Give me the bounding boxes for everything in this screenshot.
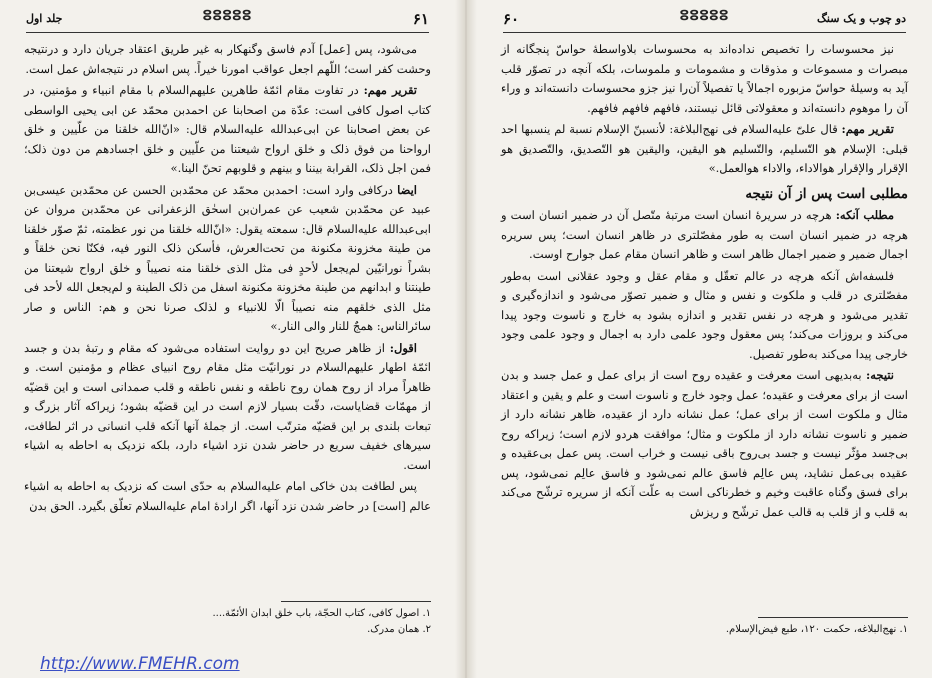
body-paragraph (24, 40, 431, 79)
right-page (477, 0, 932, 678)
body-paragraph (501, 267, 908, 365)
footnote-rule (758, 617, 908, 618)
header-ornament: ⵓⵓⵓⵓⵓ (679, 8, 730, 24)
footnote: ۱. نهج‌البلاغه، حکمت ۱۲۰، طبع فیض‌الإسلام. (725, 624, 908, 635)
paragraph-text: هرچه در سریرهٔ انسان است مرتبهٔ متّصل آن در ضمیر انسان است و هرچه در ضمیر انسان است به طور مفصّلتری در ظاهر انسان است؛ پس سریره اجمال ضمیر و ضمیر اجمال ظاهر است و ظاهر انسان مقام عمل جوارح اوست. (501, 208, 908, 261)
paragraph-text: به‌بدیهی است معرفت و عقیده روح است از برای عمل و عمل جسد و بدن است از برای معرفت و عقیده؛ عمل وجود خارج و ناسوت است و علم و یقین و اعتقاد مثال و ملکوت است از برای عمل؛ عمل نشانه دارد از عقیده، ظاهر نشانه دارد از ضمیر و ناسوت نشانه دارد از ملکوت و مثال؛ موافقت هردو لازم است؛ زیراکه روح بی‌جسد مؤثّر نیست و جسد بی‌روح باقی نیست و خراب است. پس عمل بی‌عقیده و عقیده بی‌عمل نشاید، پس عالِم فاسق عالم نمی‌شود و فاسق عالِم نمی‌شود، پس برای فسق وگناه عاقبت وخیم و خطرناکی است به علّت آنکه از سریره ترشّح می‌کند به قلب و از قلب به قالب عمل ترشّح و ریزش (501, 368, 908, 519)
left-footnotes (24, 601, 431, 638)
section-heading: مطلبی است پس از آن نتیجه (745, 185, 908, 202)
body-paragraph (501, 206, 908, 265)
body-paragraph (501, 40, 908, 118)
paragraph-text: از ظاهر صریح این دو روایت استفاده می‌شود که مقام و رتبهٔ بدن و جسد ائمّهٔ اطهار علیهم‌السلام در نورانیّت مثل مقام روح انبیای عظام و مؤمنین است. و ظاهراً مراد از روح همان روح ناطقه و نفس ناطقه و قلب صمدانی است و این قضیّه از مهمّات قضایاست، دقّت بسیار لازم است در این قضیّه بشود؛ زیراکه آثار بزرگ و تبعات بلندی بر این قضیّه مترتّب است. از جملهٔ آنها آنکه قلب انسانی در اثر لطافت، سیرهای خفیف سریع در حاضر شدن نزد اشیاء دارد، بلکه نزدیک به احاطه به اشیاء است. (24, 340, 431, 472)
body-paragraph (24, 181, 431, 337)
paragraph-lead: نتیجه: (866, 368, 894, 382)
footnote: ۲. همان مدرک. (367, 624, 431, 635)
left-running-head: جلد اول (26, 12, 63, 25)
body-paragraph (24, 339, 431, 476)
body-paragraph (24, 477, 431, 516)
right-footnotes (501, 617, 908, 638)
header-rule (26, 32, 429, 33)
right-page-body (501, 40, 908, 524)
left-page-header (26, 6, 429, 36)
header-ornament: ⵓⵓⵓⵓⵓ (202, 8, 253, 24)
left-page (0, 0, 455, 678)
paragraph-text: پس لطافت بدن خاکی امام علیه‌السلام به حدّی است که نزدیک به احاطه به اشیاء عالم [است] در حاضر شدن نزد آنها، اگر ارادهٔ امام علیه‌السلام تعلّق بگیرد. الحق بدن (24, 479, 431, 513)
paragraph-lead: مطلب آنکه: (835, 208, 895, 222)
paragraph-text: درکافی وارد است: احمدبن محمّد عن محمّدبن الحسن عن محمّدبن عیسی‌بن عبید عن محمّدبن شعیب عن عمران‌بن اسحٰق الزعفرانی عن محمّدبن مروان عن ابی‌عبدالله علیه‌السلام قال: سمعته یقول: «انّ‌الله خلقنا من نور عظمته، ثمّ صوّر خلقنا من طینة مخزونة مکنونة من تحت‌العرش، فأسکن ذلک النور فیه، فکنّا نحن خلقاً و بشراً نورانیّین لم‌یجعل لأحدٍ فی مثل الذی خلقنا منه نصیباً و خلق ارواح شیعتنا من طینتنا و ابدانهم من طینة مخزونة مکنونة اسفل من ذلک الطینة و لم‌یجعل الله لأحد فی مثل الذی خلقهم منه نصیباً الّا للانبیاء و لذلک صرنا نحن و هم: الناس و صار سائرالناس: همجٌ للنار والی النار.» (24, 182, 431, 333)
body-paragraph (501, 120, 908, 179)
paragraph-lead: تقریر مهم: (841, 122, 894, 136)
header-rule (503, 32, 906, 33)
right-page-number: ۶۰ (503, 10, 520, 28)
right-page-header (503, 6, 906, 36)
right-running-head: دو چوب و یک سنگ (817, 12, 906, 25)
footnote: ۱. اصول کافی، کتاب الحجّة، باب خلق ابدان الأئمّة.... (212, 608, 431, 619)
paragraph-text: قال علیّ علیه‌السلام فی نهج‌البلاغة: لأنسبنّ الإسلام نسبة لم ینسبها احد قبلی: الإسلام هو التّسلیم، والتّسلیم هو الیقین، والیقین هو التّصدیق، والتّصدیق هو الإقرار والإقرار هوالاداء، والاداء هوالعمل.» (501, 122, 908, 175)
body-paragraph (501, 366, 908, 522)
paragraph-lead: تقریر مهم: (363, 83, 417, 97)
paragraph-text: در تفاوت مقام ائمّهٔ طاهرین علیهم‌السلام با مقام انبیاء و مؤمنین، در کتاب اصول کافی است: عدّة من اصحابنا عن احمدبن محمّد عن ابی یحیی الواسطی عن بعض اصحابنا عن ابی‌عبدالله علیه‌السلام قال: «انّ‌الله خلقنا من علّیین و خلق ارواحنا من فوق ذلک و خلق ارواح شیعتنا من علّیین و خلق اجسادهم من دون ذلک؛ فمن اجل ذلک، القرابة بیننا و بینهم و قلوبهم تحنّ الینا.» (24, 83, 431, 175)
watermark-link[interactable]: http://www.FMEHR.com (40, 654, 240, 674)
paragraph-lead: اقول: (389, 340, 417, 355)
paragraph-lead: ایضا (397, 182, 417, 197)
book-gutter (455, 0, 477, 678)
body-paragraph (24, 81, 431, 179)
paragraph-text: می‌شود، پس [عمل] آدم فاسق وگنهکار به غیر طریق اعتقاد جریان دارد و درنتیجه وحشت کفر است؛ اللّهم اجعل عواقب امورنا خیراً. پس اسلام در نتیجه‌اش عمل است. (24, 42, 431, 76)
footnote-rule (281, 601, 431, 602)
left-page-number: ۶۱ (412, 10, 429, 28)
paragraph-text: فلسفه‌اش آنکه هرچه در عالم تعقّل و مقام عقل و وجود عقلانی است به‌طور مفصّلتری در قلب و ملکوت و نفس و مثال و ضمیر تصوّر می‌شود و اندازه‌گیری و تقدیر می‌شود و هرچه در نفس تقدیر و اندازه بشود به خارج و ناسوت وجود پیدا می‌کند و بروزات می‌کند؛ پس معقول وجود علمی دارد به اجمال و وجود علمی وجود خارجی پیدا می‌کند به‌طور تفصیل. (501, 268, 908, 361)
paragraph-text: نیز محسوسات را تخصیص نداده‌اند به محسوسات بلاواسطهٔ حواسّ پنجگانه از مبصرات و مسموعات و مذوقات و مشمومات و ملموسات، بلکه آنچه در تصوّر قلب آید به وسیلهٔ حواسّ مزبوره اجمالاً یا تفصیلاً آن‌را نیز جزو محسوسات دانسته‌اند و وراء آن را موهوم دانسته‌اند و معقولاتی قائل نیستند، فافهم فافهم فافهم. (501, 42, 908, 115)
left-page-body (24, 40, 431, 518)
